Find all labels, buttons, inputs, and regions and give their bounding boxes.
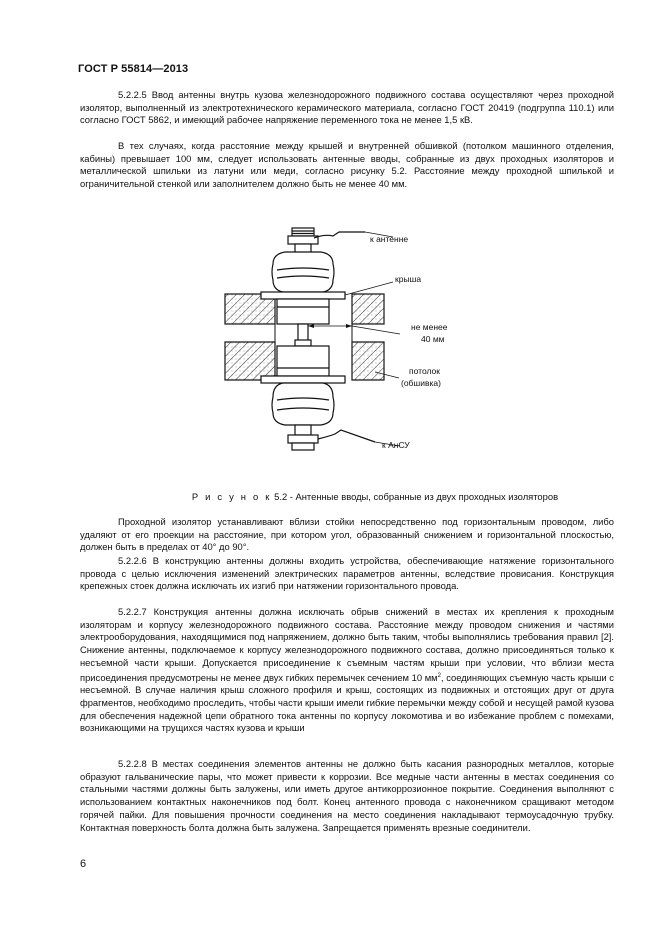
caption-word: Р и с у н о к	[191, 491, 272, 502]
ansu-wire	[318, 430, 375, 442]
paragraph-text: 5.2.2.6 В конструкцию антенны должны входить устройства, обеспечивающие натяжение горизонтального провода с целью исключения изменений электрических параметров антенны, вследствие провисания. Конструкция крепежных стоек должна исключать их изгиб при натяжении горизонтального провода.	[80, 555, 614, 592]
paragraph-double-insulator	[80, 140, 614, 191]
superscript-2: 2	[437, 672, 441, 679]
label-min-distance: не менее	[411, 322, 448, 332]
roof-panel-right	[352, 294, 384, 324]
label-40mm: 40 мм	[421, 334, 445, 344]
label-lining: (обшивка)	[401, 378, 441, 388]
paragraph-text: 5.2.2.5 Ввод антенны внутрь кузова железнодорожного подвижного состава осуществляют через проходной изолятор, выполненный из электротехнического керамического материала, согласно ГОСТ 20419 (подгруппа 110.1) или согласно ГОСТ 5862, и имеющий рабочее напряжение переменного тока не менее 1,5 кВ.	[80, 89, 614, 126]
standard-header: ГОСТ Р 55814—2013	[78, 63, 189, 75]
paragraph-5-2-2-7	[80, 606, 614, 735]
paragraph-text: 5.2.2.8 В местах соединения элементов антенны не должно быть касания разнородных металлов, которые образуют гальванические пары, что может привести к коррозии. Все медные части антенны в местах соединения со стальными частями должны быть залужены, или иметь другое антикоррозионное покрытие. Соединения выполняют с использованием контактных наконечников под болт. Конец антенного провода с наконечником сращивают методом горячей пайки. Для повышения прочности соединения на место соединения накладывают термоусадочную трубку. Контактная поверхность болта должна быть залужена. Запрещается применять врезные соединители.	[80, 758, 614, 833]
caption-text: 5.2 - Антенные вводы, собранные из двух проходных изоляторов	[271, 491, 559, 502]
antenna-feedthrough-diagram	[215, 222, 475, 460]
label-to-ansu: к АнСУ	[382, 440, 410, 450]
paragraph-text: 5.2.2.7 Конструкция антенны должна исключать обрыв снижений в местах их крепления к проходным изоляторам и корпусу железнодорожного подвижного состава. Расстояние между проводом снижения и частями электрооборудования, находящимися под напряжением, должно быть таким, чтобы выполнялись требования правил [2]. Снижение антенны, подключаемое к корпусу железнодорожного подвижного состава, должно присоединяться только к несъемной части крыши. Допускается присоединение к съемным частям крыши при условии, что вблизи места присоединения предусмотрены не менее двух гибких перемычек сечением 10 мм	[80, 606, 614, 683]
paragraph-insulator-placement	[80, 516, 614, 554]
paragraph-5-2-2-6	[80, 555, 614, 593]
figure-caption	[140, 491, 610, 502]
label-to-antenna: к антенне	[370, 234, 409, 244]
connecting-stud	[295, 324, 311, 346]
paragraph-text: В тех случаях, когда расстояние между крышей и внутренней обшивкой (потолком машинного отделения, кабины) превышает 100 мм, следует использовать антенные вводы, собранные из двух проходных изоляторов и металлической шпильки из латуни или меди, согласно рисунку 5.2. Расстояние между проходной шпилькой и ограничительной стенкой или заполнителем должно быть не менее 40 мм.	[80, 140, 614, 190]
label-ceiling: потолок	[409, 366, 440, 376]
paragraph-text: Проходной изолятор устанавливают вблизи стойки непосредственно под горизонтальным проводом, либо удаляют от его проекции на расстояние, при котором угол, образованный снижением и горизонтальной плоскостью, должен быть в пределах от 40° до 90°.	[80, 516, 614, 553]
ceiling-panel-right	[352, 342, 384, 380]
paragraph-5-2-2-5	[80, 89, 614, 127]
label-roof: крыша	[395, 274, 422, 284]
paragraph-text-cont: , соединяющих съемную часть крыши с несъемной. В случае наличия крыш сложного профиля и крыш, состоящих из подвижных и отстоящих друг от друга фрагментов, необходимо проследить, чтобы части крыши имели гибкие перемычки между собой и несущей рамой кузова для обеспечения надежной цепи обратного тока антенны по корпусу локомотива и во избежание проблем с помехами, возникающими на трущихся частях кузова и крыши	[80, 671, 614, 734]
paragraph-5-2-2-8	[80, 758, 614, 834]
page-number: 6	[80, 858, 87, 870]
ceiling-panel-left	[225, 342, 275, 380]
antenna-wire	[314, 232, 365, 238]
